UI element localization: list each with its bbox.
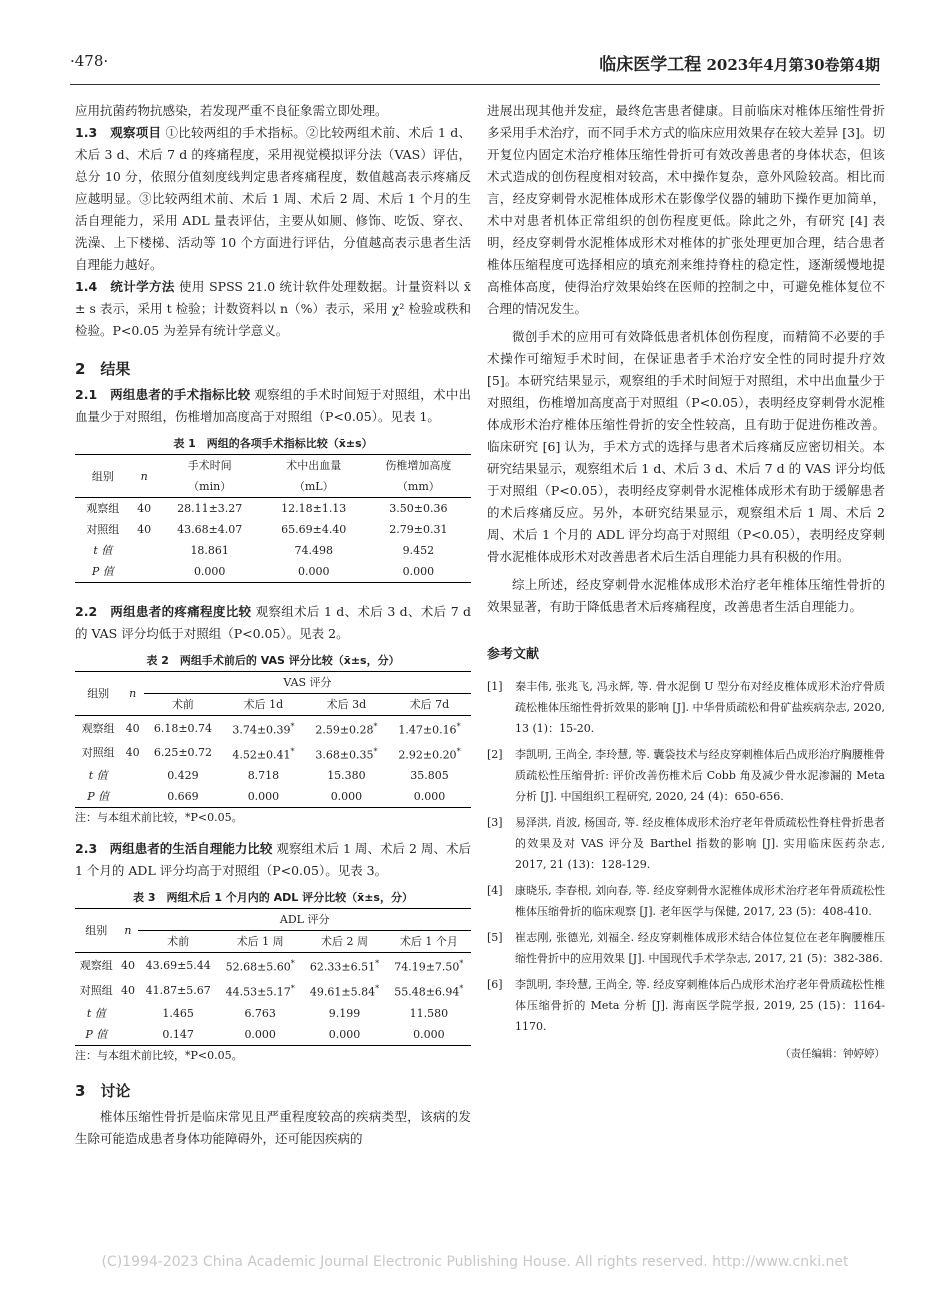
section-2-2-text: 观察组术后 1 d、术后 3 d、术后 7 d 的 VAS 评分均低于对照组（P<0.05）。见表 2。 bbox=[75, 604, 471, 641]
section-2-2 bbox=[75, 601, 471, 645]
column-header: 术后 1 周 bbox=[218, 931, 302, 953]
table-row bbox=[75, 561, 471, 583]
table-cell: 0.000 bbox=[330, 790, 363, 804]
table2 bbox=[75, 671, 471, 808]
table-cell: 11.580 bbox=[409, 1006, 449, 1020]
column-header: 术后 1d bbox=[222, 694, 305, 716]
table-cell: 4.52±0.41* bbox=[232, 746, 295, 762]
table-row bbox=[75, 1024, 471, 1046]
table1-header-n: n bbox=[131, 455, 158, 498]
journal-info bbox=[599, 50, 880, 75]
table1-header-time: 手术时间 bbox=[187, 459, 232, 472]
table-cell bbox=[121, 765, 144, 786]
table-cell: 2.59±0.28* bbox=[315, 722, 378, 737]
table-cell: 6.25±0.72 bbox=[153, 746, 213, 760]
section-1-3-title: 1.3 观察项目 bbox=[75, 125, 162, 140]
table-cell: 49.61±5.84* bbox=[309, 983, 380, 999]
reference-number: [5] bbox=[487, 931, 503, 944]
table1-header-height: 伤椎增加高度 bbox=[385, 459, 452, 472]
table-cell: 0.000 bbox=[328, 1027, 361, 1041]
section-2-1-text: 观察组的手术时间短于对照组，术中出血量少于对照组，伤椎增加高度高于对照组（P<0.05）。见表 1。 bbox=[75, 387, 471, 424]
column-header: 术前 bbox=[138, 931, 218, 953]
table3 bbox=[75, 908, 471, 1045]
table2-header-vas: VAS 评分 bbox=[144, 672, 471, 694]
significance-mark: * bbox=[375, 959, 380, 969]
table2-body bbox=[75, 716, 471, 808]
table-row bbox=[75, 786, 471, 808]
table-cell: 对照组 bbox=[86, 523, 120, 536]
table1-header-group: 组别 bbox=[75, 455, 131, 498]
significance-mark: * bbox=[290, 722, 295, 731]
table-cell: 65.69±4.40 bbox=[281, 523, 347, 536]
conclusion-paragraph: 综上所述，经皮穿刺骨水泥椎体成形术治疗老年椎体压缩性骨折的效果显著，有助于降低患者术后疼痛程度，改善患者生活自理能力。 bbox=[487, 577, 885, 614]
table-cell: P 值 bbox=[85, 1027, 108, 1041]
table-cell: t 值 bbox=[88, 769, 108, 783]
page-header bbox=[70, 46, 880, 76]
journal-title: 临床医学工程 bbox=[599, 55, 702, 75]
table-cell: P 值 bbox=[91, 565, 114, 578]
section-2-3 bbox=[75, 838, 471, 882]
table-cell: 62.33±6.51* bbox=[309, 959, 380, 974]
section-3-paragraph: 椎体压缩性骨折是临床常见且严重程度较高的疾病类型，该病的发生除可能造成患者身体功能障碍外，还可能因疾病的 bbox=[75, 1108, 471, 1146]
significance-mark: * bbox=[373, 722, 378, 731]
table3-header-adl: ADL 评分 bbox=[138, 909, 471, 931]
table-cell bbox=[121, 786, 144, 808]
table-cell: 74.19±7.50* bbox=[394, 959, 464, 974]
table-cell: 40 bbox=[137, 523, 152, 536]
table-cell: t 值 bbox=[93, 544, 113, 557]
table-row bbox=[75, 741, 471, 766]
significance-mark: * bbox=[290, 746, 295, 756]
table-cell: 0.000 bbox=[402, 565, 435, 578]
section-1-4 bbox=[75, 276, 471, 342]
reference-item bbox=[487, 812, 885, 875]
table-row bbox=[75, 519, 471, 540]
section-2-1-title: 2.1 两组患者的手术指标比较 bbox=[75, 387, 251, 402]
significance-mark: * bbox=[290, 983, 295, 993]
table-cell: 1.465 bbox=[162, 1006, 194, 1020]
table1 bbox=[75, 454, 471, 583]
reference-text: 康晓乐, 李春根, 刘向春, 等. 经皮穿刺骨水泥椎体成形术治疗老年骨质疏松性椎体压缩骨折的临床观察 [J]. 老年医学与保健, 2017, 23 (5)：408-410. bbox=[515, 884, 885, 918]
table1-unit-time: （min） bbox=[158, 476, 262, 498]
table-cell: 74.498 bbox=[294, 544, 333, 557]
table2-note: 注：与本组术前比较，*P<0.05。 bbox=[75, 811, 243, 825]
table1-unit-height: （mm） bbox=[366, 476, 471, 498]
table-cell: 6.763 bbox=[244, 1006, 276, 1020]
table-cell bbox=[131, 561, 158, 583]
reference-text: 李凯明, 王尚全, 李玲慧, 等. 囊袋技术与经皮穿刺椎体后凸成形治疗胸腰椎骨质疏松性压缩骨折: 评价改善伤椎术后 Cobb 角及减少骨水泥渗漏的 Meta 分析 [J]. 中国组织工程研究, 2020, 24 (4)：650-656. bbox=[515, 748, 885, 803]
table1-caption: 表 1 两组的各项手术指标比较（x̄±s） bbox=[173, 437, 373, 450]
table-cell: 41.87±5.67 bbox=[145, 983, 211, 997]
table1-unit-blood: （mL） bbox=[262, 476, 366, 498]
table-cell: 8.718 bbox=[247, 769, 280, 783]
reference-text: 李凯明, 李玲慧, 王尚全, 等. 经皮穿刺椎体后凸成形术治疗老年骨质疏松性椎体压缩骨折的 Meta 分析 [J]. 海南医学院学报, 2019, 25 (15)：1164-1170. bbox=[515, 978, 885, 1033]
reference-text: 易泽洪, 肖波, 杨国奇, 等. 经皮椎体成形术治疗老年骨质疏松性脊柱骨折患者的效果及对 VAS 评分及 Barthel 指数的影响 [J]. 实用临床医药杂志, 2017, 21 (13)：128-129. bbox=[515, 816, 885, 871]
table-row bbox=[75, 978, 471, 1003]
table-cell: 0.000 bbox=[413, 790, 446, 804]
section-3-title: 3 讨论 bbox=[75, 1081, 131, 1100]
section-1-3 bbox=[75, 122, 471, 276]
discussion-paragraph-1: 进展出现其他并发症，最终危害患者健康。目前临床对椎体压缩性骨折多采用手术治疗，而不同手术方式的临床应用效果存在较大差异 [3]。切开复位内固定术治疗椎体压缩性骨折可有效改善患者的身体状态，但该术式造成的创伤程度相对较高，术中操作复杂，意外风险较高。相比而言，经皮穿刺骨水泥椎体成形术在影像学仪器的辅助下操作更加简单，术中对患者机体正常组织的创伤程度更低。除此之外，有研究 [4] 表明，经皮穿刺骨水泥椎体成形术对椎体的扩张处理更加合理，结合患者椎体压缩程度可选择相应的填充剂来维持脊柱的稳定性，逐渐缓慢地提高椎体高度，使得治疗效果始终在医师的控制之中，可避免椎体复位不合理的情况发生。 bbox=[487, 103, 885, 316]
table-cell: t 值 bbox=[86, 1006, 106, 1020]
table-cell: 0.669 bbox=[167, 790, 199, 804]
section-2-1 bbox=[75, 384, 471, 428]
reference-number: [2] bbox=[487, 748, 503, 761]
table3-note: 注：与本组术前比较，*P<0.05。 bbox=[75, 1048, 243, 1062]
table-cell: 28.11±3.27 bbox=[177, 502, 243, 515]
section-1-4-title: 1.4 统计学方法 bbox=[75, 279, 175, 294]
section-2-3-text: 观察组术后 1 周、术后 2 周、术后 1 个月的 ADL 评分均高于对照组（P<0.05）。见表 3。 bbox=[75, 841, 471, 879]
reference-text: 秦丰伟, 张兆飞, 冯永辉, 等. 骨水泥倒 U 型分布对经皮椎体成形术治疗骨质疏松椎体压缩性骨折效果的影响 [J]. 中华骨质疏松和骨矿盐疾病杂志, 2020, 13 (1)：15-20. bbox=[515, 680, 885, 735]
reference-item bbox=[487, 927, 885, 969]
table3-caption: 表 3 两组术后 1 个月内的 ADL 评分比较（x̄±s，分） bbox=[133, 891, 413, 905]
table-cell: 12.18±1.13 bbox=[281, 502, 347, 515]
copyright-footer: (C)1994-2023 China Academic Journal Electronic Publishing House. All rights reserved. http://www.cnki.net bbox=[101, 1254, 849, 1270]
column-header: 术后 1 个月 bbox=[387, 931, 471, 953]
right-column bbox=[487, 100, 885, 1065]
section-1-4-text: 使用 SPSS 21.0 统计软件处理数据。计量资料以 x̄ ± s 表示，采用 t 检验；计数资料以 n（%）表示，采用 χ² 检验或秩和检验。P<0.05 为差异有统计学意义。 bbox=[75, 279, 471, 338]
reference-text: 崔志刚, 张德光, 刘福全. 经皮穿刺椎体成形术结合体位复位在老年胸腰椎压缩性骨折中的应用效果 [J]. 中国现代手术学杂志, 2017, 21 (5)：382-386. bbox=[515, 931, 885, 965]
significance-mark: * bbox=[459, 983, 464, 993]
references-title: 参考文献 bbox=[487, 647, 540, 662]
table-cell: 40 bbox=[120, 959, 135, 973]
table-cell: 观察组 bbox=[81, 721, 115, 735]
reference-item bbox=[487, 880, 885, 922]
responsible-editor: （责任编辑：钟婷婷） bbox=[780, 1048, 885, 1060]
table-cell: 3.50±0.36 bbox=[389, 502, 448, 515]
reference-number: [6] bbox=[487, 978, 503, 991]
table-cell: 40 bbox=[125, 746, 140, 760]
table-cell: 40 bbox=[120, 983, 135, 997]
table3-body bbox=[75, 953, 471, 1045]
table-cell: 观察组 bbox=[79, 959, 113, 973]
table-cell: 0.000 bbox=[193, 565, 226, 578]
table-cell: 40 bbox=[137, 502, 152, 515]
table-cell: 9.452 bbox=[402, 544, 435, 557]
significance-mark: * bbox=[459, 959, 464, 969]
section-1-3-text: ①比较两组的手术指标。②比较两组术前、术后 1 d、术后 3 d、术后 7 d 的疼痛程度，采用视觉模拟评分法（VAS）评估，总分 10 分，依照分值刻度线判定患者疼痛程度，数值越高表示疼痛反应越明显。③比较两组术前、术后 1 周、术后 2 周、术后 1 个月的生活自理能力，采用 ADL 量表评估，主要从如厕、修饰、吃饭、穿衣、洗澡、上下楼梯、活动等 10 个方面进行评估，分值越高表示患者生活自理能力越好。 bbox=[75, 125, 471, 272]
table-cell: 对照组 bbox=[79, 983, 113, 997]
reference-item bbox=[487, 974, 885, 1037]
table-row bbox=[75, 765, 471, 786]
table-cell bbox=[131, 540, 158, 561]
header-rule bbox=[70, 84, 880, 85]
table-cell: 观察组 bbox=[86, 502, 120, 515]
reference-number: [3] bbox=[487, 816, 503, 829]
left-column bbox=[75, 100, 471, 1150]
significance-mark: * bbox=[375, 983, 380, 993]
table-cell: 0.000 bbox=[247, 790, 280, 804]
table3-header-n: n bbox=[118, 909, 139, 953]
column-header: 术后 7d bbox=[388, 694, 471, 716]
table-cell: P 值 bbox=[87, 790, 110, 804]
significance-mark: * bbox=[456, 722, 461, 731]
significance-mark: * bbox=[290, 959, 295, 969]
references-list bbox=[487, 676, 885, 1037]
table-cell: 3.68±0.35* bbox=[315, 746, 378, 762]
page-number: ·478· bbox=[70, 52, 109, 70]
column-header: 术后 2 周 bbox=[302, 931, 386, 953]
table-cell: 0.000 bbox=[244, 1027, 276, 1041]
table-row bbox=[75, 1003, 471, 1024]
table-cell: 40 bbox=[125, 721, 140, 735]
table-cell: 2.79±0.31 bbox=[389, 523, 448, 536]
reference-item bbox=[487, 676, 885, 739]
table-cell bbox=[118, 1003, 139, 1024]
table-cell: 6.18±0.74 bbox=[153, 721, 213, 735]
table-cell: 9.199 bbox=[328, 1006, 361, 1020]
table-cell: 0.000 bbox=[413, 1027, 445, 1041]
table-row bbox=[75, 540, 471, 561]
table-row bbox=[75, 716, 471, 741]
table-cell bbox=[118, 1024, 139, 1046]
column-header: 术后 3d bbox=[305, 694, 388, 716]
significance-mark: * bbox=[456, 746, 461, 756]
table-cell: 1.47±0.16* bbox=[398, 722, 461, 737]
column-header: 术前 bbox=[144, 694, 222, 716]
section-2-2-title: 2.2 两组患者的疼痛程度比较 bbox=[75, 604, 252, 619]
reference-number: [1] bbox=[487, 680, 503, 693]
table2-caption: 表 2 两组手术前后的 VAS 评分比较（x̄±s，分） bbox=[146, 654, 400, 667]
table-cell: 0.000 bbox=[297, 565, 330, 578]
paragraph-infection: 应用抗菌药物抗感染，若发现严重不良征象需立即处理。 bbox=[75, 103, 388, 118]
table-cell: 对照组 bbox=[81, 746, 115, 760]
table-cell: 44.53±5.17* bbox=[225, 983, 295, 999]
table-cell: 35.805 bbox=[410, 769, 449, 783]
table-cell: 18.861 bbox=[190, 544, 229, 557]
table-cell: 2.92±0.20* bbox=[398, 746, 461, 762]
section-2-3-title: 2.3 两组患者的生活自理能力比较 bbox=[75, 841, 273, 857]
reference-item bbox=[487, 744, 885, 807]
table2-header-group: 组别 bbox=[75, 672, 121, 716]
table-cell: 55.48±6.94* bbox=[394, 983, 464, 999]
significance-mark: * bbox=[373, 746, 378, 756]
table1-body bbox=[75, 498, 471, 583]
table3-header-group: 组别 bbox=[75, 909, 118, 953]
discussion-paragraph-2: 微创手术的应用可有效降低患者机体创伤程度，而精简不必要的手术操作可缩短手术时间，在保证患者手术治疗安全性的同时提升疗效 [5]。本研究结果显示，观察组的手术时间短于对照组，术中出血量少于对照组，伤椎增加高度高于对照组（P<0.05），表明经皮穿刺骨水泥椎体成形术治疗椎体压缩性骨折的安全性较高，且有助于促进伤椎改善。临床研究 [6] 认为，手术方式的选择与患者术后疼痛反应密切相关。本研究结果显示，观察组术后 1 d、术后 3 d、术后 7 d 的 VAS 评分均低于对照组（P<0.05），表明经皮穿刺骨水泥椎体成形术有助于缓解患者的术后疼痛反应。另外，本研究结果显示，观察组术后 1 周、术后 2 周、术后 1 个月的 ADL 评分均高于对照组（P<0.05），表明经皮穿刺骨水泥椎体成形术对改善患者术后生活自理能力具有积极的作用。 bbox=[487, 329, 885, 564]
table-cell: 0.429 bbox=[167, 769, 199, 783]
table-cell: 0.147 bbox=[162, 1027, 194, 1041]
table-row bbox=[75, 953, 471, 978]
reference-number: [4] bbox=[487, 884, 503, 897]
table-cell: 15.380 bbox=[327, 769, 366, 783]
table-cell: 52.68±5.60* bbox=[225, 959, 295, 974]
table2-header-n: n bbox=[121, 672, 144, 716]
table-cell: 3.74±0.39* bbox=[232, 722, 295, 737]
table1-header-blood: 术中出血量 bbox=[286, 459, 342, 472]
table-cell: 43.69±5.44 bbox=[145, 959, 211, 973]
table-row bbox=[75, 498, 471, 520]
journal-issue: 2023年4月第30卷第4期 bbox=[706, 56, 880, 74]
section-2-title: 2 结果 bbox=[75, 360, 131, 378]
table-cell: 43.68±4.07 bbox=[177, 523, 243, 536]
